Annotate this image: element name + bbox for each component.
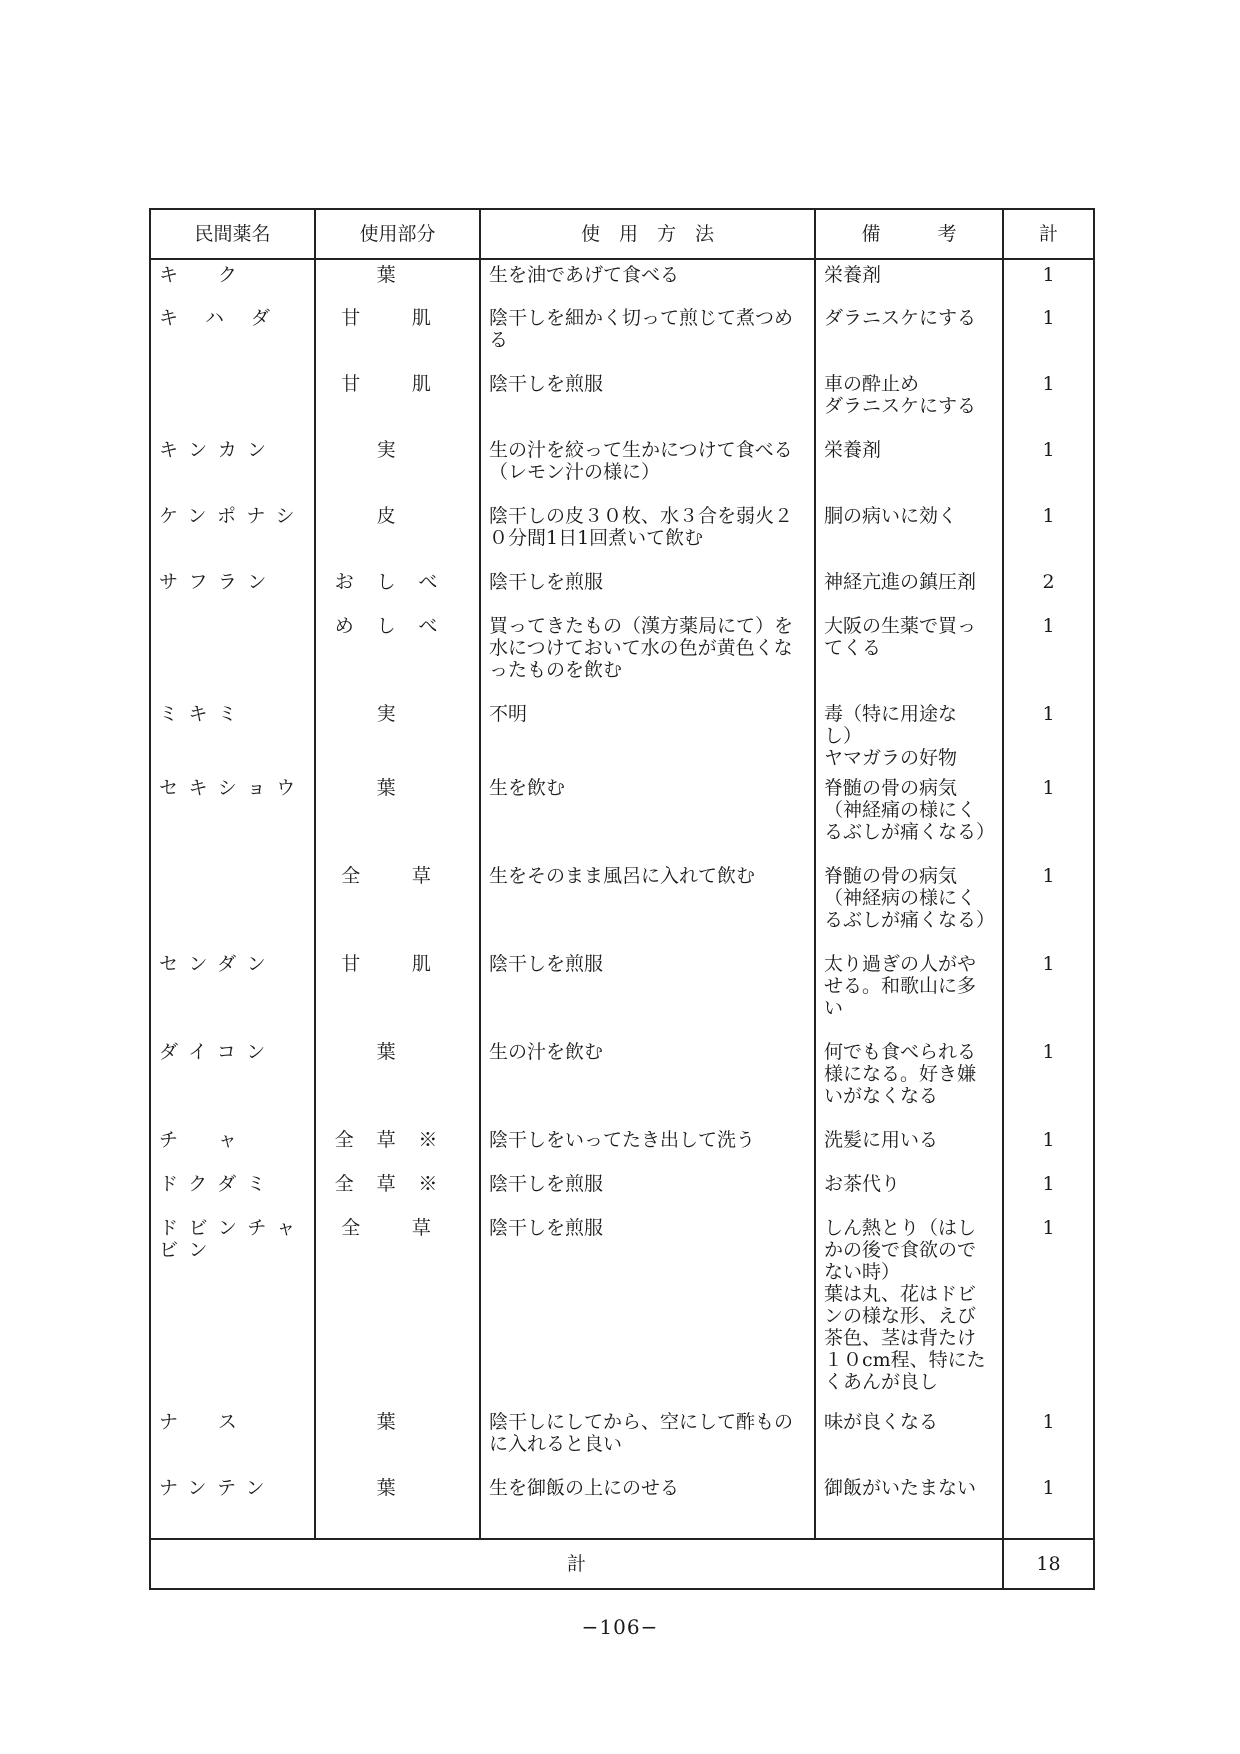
table-body	[150, 259, 1094, 1539]
usage-method-cell: 陰干しをいってたき出して洗う	[480, 1125, 815, 1169]
count-cell: 1	[1003, 303, 1094, 369]
part-used-cell: 甘 肌	[315, 303, 480, 369]
table-row	[150, 699, 1094, 773]
remedy-name-cell: キ ハ ダ	[150, 303, 315, 369]
note-cell: 胴の病いに効く	[815, 501, 1003, 567]
table-row	[150, 303, 1094, 369]
table-row	[150, 1473, 1094, 1539]
part-used-cell: 葉	[315, 1407, 480, 1473]
part-used-cell: 葉	[315, 1037, 480, 1125]
part-used-cell: 葉	[315, 259, 480, 303]
remedy-name-cell: キンカン	[150, 435, 315, 501]
table-row	[150, 611, 1094, 699]
note-cell: 太り過ぎの人がやせる。和歌山に多い	[815, 949, 1003, 1037]
count-cell: 1	[1003, 773, 1094, 861]
header-usage-method: 使 用 方 法	[480, 209, 815, 259]
part-used-cell: 全 草	[315, 1213, 480, 1407]
count-cell: 1	[1003, 1473, 1094, 1539]
header-count: 計	[1003, 209, 1094, 259]
page-number: −106−	[581, 1615, 659, 1639]
count-cell: 1	[1003, 949, 1094, 1037]
note-cell: 脊髄の骨の病気（神経痛の様にくるぶしが痛くなる）	[815, 773, 1003, 861]
count-cell: 1	[1003, 435, 1094, 501]
remedy-name-cell: サフラン	[150, 567, 315, 611]
table-row	[150, 1125, 1094, 1169]
count-cell: 1	[1003, 611, 1094, 699]
count-cell: 1	[1003, 1037, 1094, 1125]
count-cell: 2	[1003, 567, 1094, 611]
remedy-name-cell: ドクダミ	[150, 1169, 315, 1213]
table-header-row	[150, 209, 1094, 259]
count-cell: 1	[1003, 1213, 1094, 1407]
note-cell: 御飯がいたまない	[815, 1473, 1003, 1539]
remedy-name-cell: ナ ス	[150, 1407, 315, 1473]
table-row	[150, 1169, 1094, 1213]
part-used-cell: 全 草	[315, 861, 480, 949]
note-cell: 脊髄の骨の病気（神経病の様にくるぶしが痛くなる）	[815, 861, 1003, 949]
total-row	[150, 1539, 1094, 1589]
part-used-cell: 甘 肌	[315, 369, 480, 435]
header-part-used: 使用部分	[315, 209, 480, 259]
count-cell: 1	[1003, 501, 1094, 567]
remedy-name-cell: センダン	[150, 949, 315, 1037]
usage-method-cell: 不明	[480, 699, 815, 773]
note-cell: 何でも食べられる様になる。好き嫌いがなくなる	[815, 1037, 1003, 1125]
count-cell: 1	[1003, 1125, 1094, 1169]
remedy-name-cell: ダイコン	[150, 1037, 315, 1125]
usage-method-cell: 陰干しを細かく切って煎じて煮つめる	[480, 303, 815, 369]
remedy-name-cell	[150, 369, 315, 435]
remedy-name-cell	[150, 611, 315, 699]
table-row	[150, 369, 1094, 435]
table-row	[150, 567, 1094, 611]
header-notes: 備 考	[815, 209, 1003, 259]
usage-method-cell: 生の汁を絞って生かにつけて食べる（レモン汁の様に）	[480, 435, 815, 501]
note-cell: 栄養剤	[815, 259, 1003, 303]
remedy-name-cell: ミキミ	[150, 699, 315, 773]
note-cell: 栄養剤	[815, 435, 1003, 501]
note-cell: しん熱とり（はしかの後で食欲のでない時） 葉は丸、花はドビンの様な形、えび茶色、茎は背たけ１０cm程、特にたくあんが良し	[815, 1213, 1003, 1407]
table-row	[150, 259, 1094, 303]
note-cell: 車の酔止め ダラニスケにする	[815, 369, 1003, 435]
note-cell: 大阪の生薬で買ってくる	[815, 611, 1003, 699]
table-row	[150, 1037, 1094, 1125]
table-row	[150, 949, 1094, 1037]
note-cell: お茶代り	[815, 1169, 1003, 1213]
table-row	[150, 773, 1094, 861]
usage-method-cell: 生の汁を飲む	[480, 1037, 815, 1125]
count-cell: 1	[1003, 1407, 1094, 1473]
usage-method-cell: 陰干しを煎服	[480, 369, 815, 435]
remedy-table	[149, 208, 1095, 1590]
usage-method-cell: 生をそのまま風呂に入れて飲む	[480, 861, 815, 949]
count-cell: 1	[1003, 369, 1094, 435]
usage-method-cell: 生を御飯の上にのせる	[480, 1473, 815, 1539]
part-used-cell: めしべ	[315, 611, 480, 699]
total-label: 計	[150, 1539, 1003, 1589]
remedy-name-cell	[150, 861, 315, 949]
table-row	[150, 435, 1094, 501]
usage-method-cell: 陰干しにしてから、空にして酢ものに入れると良い	[480, 1407, 815, 1473]
count-cell: 1	[1003, 1169, 1094, 1213]
part-used-cell: おしべ	[315, 567, 480, 611]
remedy-name-cell: ケンポナシ	[150, 501, 315, 567]
note-cell: 神経亢進の鎮圧剤	[815, 567, 1003, 611]
table-row	[150, 1213, 1094, 1407]
usage-method-cell: 生を油であげて食べる	[480, 259, 815, 303]
remedy-name-cell: キ ク	[150, 259, 315, 303]
count-cell: 1	[1003, 259, 1094, 303]
usage-method-cell: 生を飲む	[480, 773, 815, 861]
part-used-cell: 実	[315, 435, 480, 501]
remedy-name-cell: ナンテン	[150, 1473, 315, 1539]
note-cell: 洗髪に用いる	[815, 1125, 1003, 1169]
table-row	[150, 501, 1094, 567]
table-row	[150, 861, 1094, 949]
note-cell: 味が良くなる	[815, 1407, 1003, 1473]
remedy-name-cell: ドビンチャビン	[150, 1213, 315, 1407]
part-used-cell: 葉	[315, 773, 480, 861]
part-used-cell: 全草※	[315, 1125, 480, 1169]
part-used-cell: 甘 肌	[315, 949, 480, 1037]
table-row	[150, 1407, 1094, 1473]
total-value: 18	[1003, 1539, 1094, 1589]
usage-method-cell: 陰干しを煎服	[480, 1169, 815, 1213]
remedy-name-cell: チ ャ	[150, 1125, 315, 1169]
usage-method-cell: 陰干しを煎服	[480, 567, 815, 611]
usage-method-cell: 買ってきたもの（漢方薬局にて）を水につけておいて水の色が黄色くなったものを飲む	[480, 611, 815, 699]
count-cell: 1	[1003, 699, 1094, 773]
part-used-cell: 皮	[315, 501, 480, 567]
usage-method-cell: 陰干しを煎服	[480, 1213, 815, 1407]
note-cell: ダラニスケにする	[815, 303, 1003, 369]
count-cell: 1	[1003, 861, 1094, 949]
header-remedy-name: 民間薬名	[150, 209, 315, 259]
usage-method-cell: 陰干しを煎服	[480, 949, 815, 1037]
part-used-cell: 実	[315, 699, 480, 773]
remedy-name-cell: セキショウ	[150, 773, 315, 861]
part-used-cell: 全草※	[315, 1169, 480, 1213]
usage-method-cell: 陰干しの皮３０枚、水３合を弱火２０分間1日1回煮いて飲む	[480, 501, 815, 567]
note-cell: 毒（特に用途なし） ヤマガラの好物	[815, 699, 1003, 773]
part-used-cell: 葉	[315, 1473, 480, 1539]
